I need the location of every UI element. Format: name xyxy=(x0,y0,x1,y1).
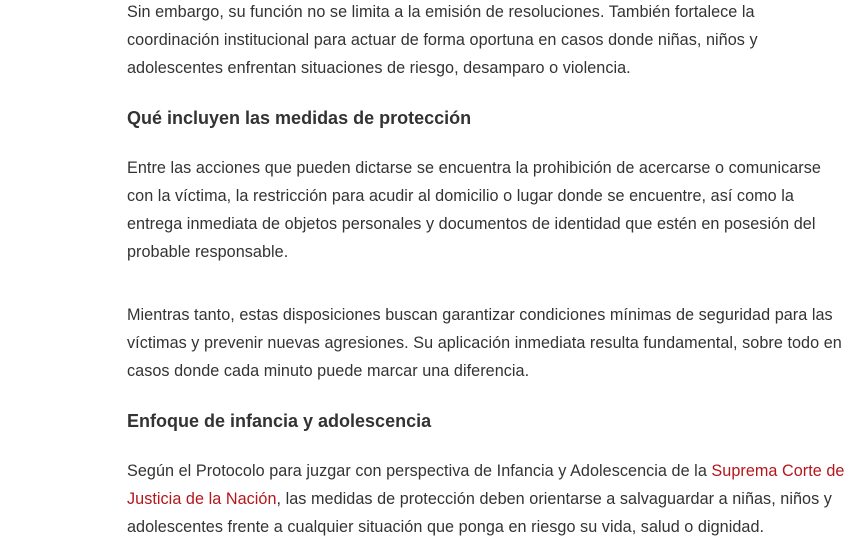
section-heading-childhood-approach: Enfoque de infancia y adolescencia xyxy=(127,411,432,431)
article-paragraph-with-link xyxy=(127,457,847,541)
paragraph-text-after-link: , las medidas de protección deben orientarse a salvaguardar a niñas, niños y adolescentes frente a cualquier situación que ponga en riesgo su vida, salud o dignidad. xyxy=(127,490,832,536)
scjn-link[interactable]: Suprema Corte de Justicia de la Nación xyxy=(127,462,845,508)
article-paragraph: Entre las acciones que pueden dictarse se encuentra la prohibición de acercarse o comunicarse con la víctima, la restricción para acudir al domicilio o lugar donde se encuentre, así como la entrega inmediata de objetos personales y documentos de identidad que estén en posesión del probable responsable. xyxy=(127,159,821,261)
article-paragraph: Mientras tanto, estas disposiciones buscan garantizar condiciones mínimas de seguridad para las víctimas y prevenir nuevas agresiones. Su aplicación inmediata resulta fundamental, sobre todo en casos donde cada minuto puede marcar una diferencia. xyxy=(127,306,842,380)
paragraph-text-before-link: Según el Protocolo para juzgar con perspectiva de Infancia y Adolescencia de la xyxy=(127,462,712,480)
section-heading-protection-measures: Qué incluyen las medidas de protección xyxy=(127,108,472,128)
article-paragraph: Sin embargo, su función no se limita a la emisión de resoluciones. También fortalece la coordinación institucional para actuar de forma oportuna en casos donde niñas, niños y adolescentes enfrentan situaciones de riesgo, desamparo o violencia. xyxy=(127,3,758,77)
